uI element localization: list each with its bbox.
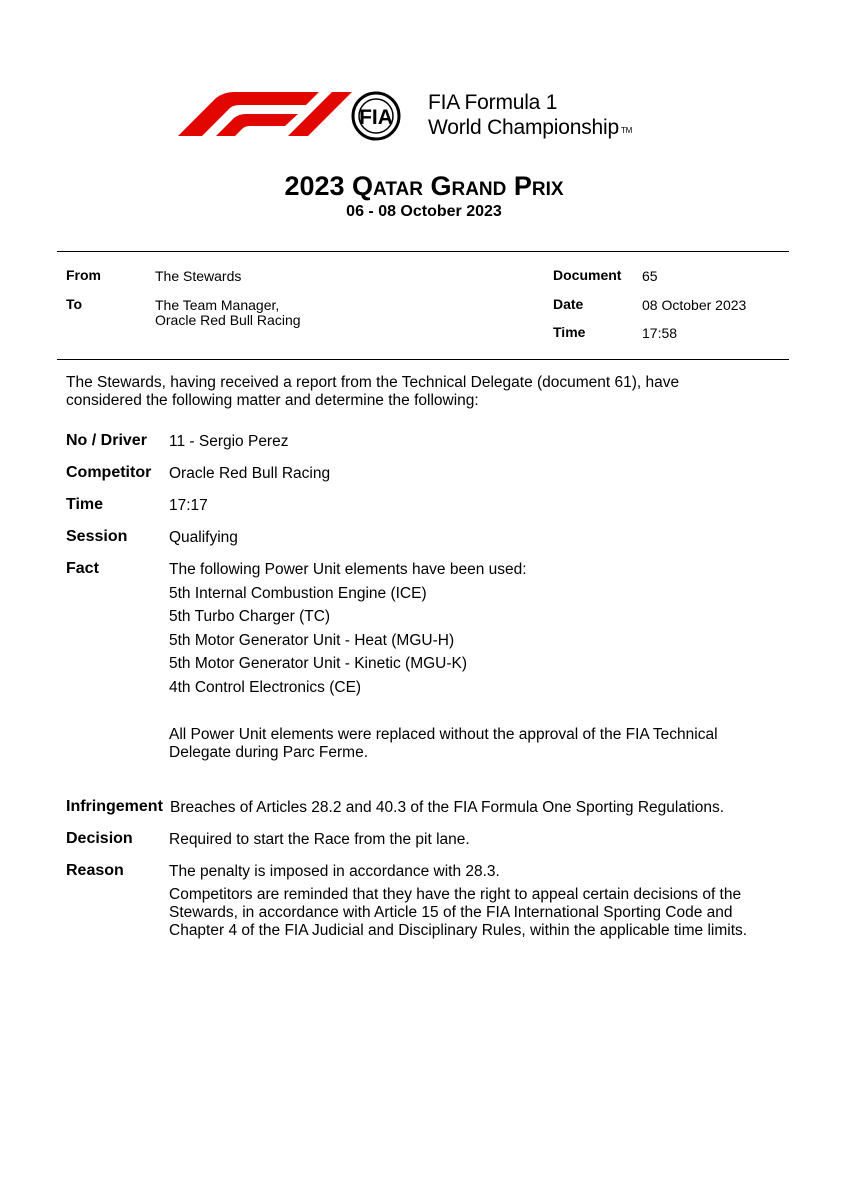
- f1-logo-icon: [176, 84, 426, 144]
- decision-label: Decision: [66, 830, 133, 847]
- title-event: Qatar Grand Prix: [352, 171, 564, 201]
- fia-mark: FIA: [359, 106, 393, 129]
- reason-label: Reason: [66, 862, 124, 879]
- to-value-line-1: The Team Manager,: [155, 297, 280, 313]
- fact-note-line-2: Delegate during Parc Ferme.: [169, 744, 369, 761]
- decision-value: Required to start the Race from the pit lane.: [169, 831, 470, 848]
- fact-label: Fact: [66, 560, 99, 577]
- fact-line: 5th Motor Generator Unit - Kinetic (MGU-K): [169, 655, 468, 672]
- divider-bottom: [57, 359, 789, 360]
- session-label: Session: [66, 528, 128, 545]
- time-field-label: Time: [66, 496, 104, 513]
- infringement-label: Infringement: [66, 798, 163, 815]
- session-value: Qualifying: [169, 529, 238, 546]
- fact-line: 5th Internal Combustion Engine (ICE): [169, 584, 427, 602]
- logo-wordmark: [428, 90, 632, 143]
- date-value: 08 October 2023: [642, 297, 747, 313]
- fact-line: 4th Control Electronics (CE): [169, 678, 362, 696]
- page-subtitle: 06 - 08 October 2023: [346, 203, 502, 220]
- logo-line-2: World Championship TM: [428, 116, 633, 139]
- to-label: To: [66, 296, 83, 312]
- driver-value: 11 - Sergio Perez: [169, 433, 289, 450]
- reason-value: The penalty is imposed in accordance with 28.3.: [169, 863, 500, 880]
- appeal-line-1: Competitors are reminded that they have the right to appeal certain decisions of the: [169, 886, 742, 903]
- time-label: Time: [553, 324, 586, 340]
- from-label: From: [66, 267, 101, 283]
- fact-list: [169, 558, 527, 699]
- appeal-notice: [169, 886, 747, 940]
- intro-line-1: The Stewards, having received a report from the Technical Delegate (document 61), have: [66, 374, 680, 391]
- to-value-line-2: Oracle Red Bull Racing: [155, 312, 301, 328]
- f1-fia-logo: [176, 84, 696, 144]
- competitor-label: Competitor: [66, 464, 152, 481]
- from-value: The Stewards: [155, 268, 242, 284]
- divider-top: [57, 251, 789, 252]
- competitor-value: Oracle Red Bull Racing: [169, 465, 331, 482]
- infringement-value: Breaches of Articles 28.2 and 40.3 of the FIA Formula One Sporting Regulations.: [170, 799, 725, 816]
- fact-line: The following Power Unit elements have been used:: [169, 561, 527, 578]
- driver-label: No / Driver: [66, 432, 147, 449]
- time-value: 17:58: [642, 325, 678, 341]
- appeal-line-3: Chapter 4 of the FIA Judicial and Disciplinary Rules, within the applicable time limits.: [169, 922, 748, 939]
- document-label: Document: [553, 267, 622, 283]
- appeal-line-2: Stewards, in accordance with Article 15 of the FIA International Sporting Code and: [169, 904, 733, 921]
- title-year: 2023: [284, 171, 345, 201]
- document-value: 65: [642, 268, 658, 284]
- time-field-value: 17:17: [169, 497, 208, 514]
- fact-line: 5th Turbo Charger (TC): [169, 608, 331, 625]
- fact-note: [169, 726, 718, 762]
- page-title: [0, 171, 848, 202]
- intro-line-2: considered the following matter and determine the following:: [66, 392, 479, 409]
- intro-paragraph: [66, 374, 766, 410]
- trademark: TM: [620, 126, 633, 135]
- fact-line: 5th Motor Generator Unit - Heat (MGU-H): [169, 631, 455, 649]
- logo-line-1: FIA Formula 1: [428, 91, 558, 114]
- date-label: Date: [553, 296, 584, 312]
- fact-note-line-1: All Power Unit elements were replaced without the approval of the FIA Technical: [169, 726, 718, 743]
